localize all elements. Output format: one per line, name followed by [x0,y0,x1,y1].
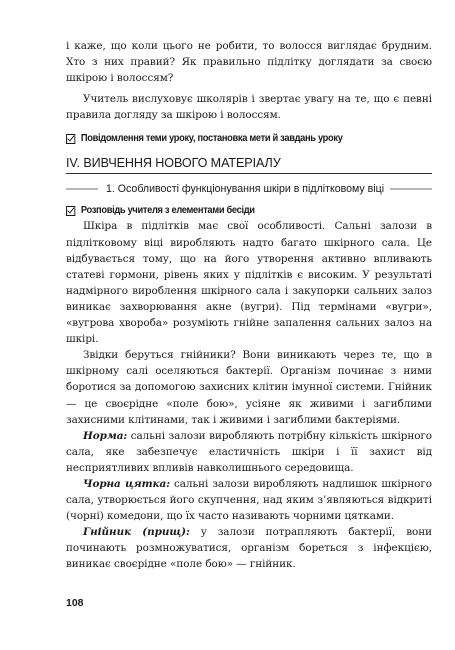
divider-left [66,188,98,190]
definition-term: Чорна цятка: [83,477,170,490]
stage-heading-text: Повідомлення теми уроку, постановка мети й завдань уроку [80,133,343,145]
definition-normal [66,428,432,476]
page-number: 108 [66,597,84,609]
paragraph-intro: і каже, що коли цього не робити, то волосся виглядає брудним. Хто з них правий? Як правильно підлітку доглядати за своєю шкірою і волоссям? [66,40,432,85]
definition-term: Норма: [83,429,128,442]
definition-term: Гнійник (прищ): [83,526,190,539]
paragraph-pimples-origin: Звідки беруться гнійники? Вони виникають через те, що в шкірному салі оселяються бактерії. Організм починає з ними боротися за допомогою захисних клітин імунної системи. Гнійник — це своєрідне «поле бою», усіяне як живими і загиблими захисними клітинами, так і живими і загиблими бактеріями. [66,349,432,426]
definition-text: сальні залози виробляють потрібну кількість шкірного сала, яке забезпечує еластичність шкіри і її захист від несприятливих впливів навколишнього середовища. [66,429,432,474]
divider-right [390,188,432,190]
checkbox-icon [66,206,75,216]
definition-blackhead [66,476,432,524]
activity-heading [66,204,406,218]
stage-heading [66,132,406,146]
paragraph-teacher-listens: Учитель вислуховує школярів і звертає увагу на те, що є певні правила догляду за шкірою і волоссям. [66,93,432,122]
subsection-heading-text: 1. Особливості функціонування шкіри в підлітковому віці [106,183,385,196]
definition-pimple [66,524,432,572]
paragraph-skin-features: Шкіра в підлітків має свої особливості. Сальні залози в підлітковому віці виробляють надто багато шкірного сала. Це відбувається тому, що на його утворення активно впливають статеві гормони, рівень яких у підлітків є високим. У результаті надмірного вироблення шкірного сала і закупорки сальних залоз виникає захворювання акне (вугри). Під термінами «вугри», «вугрова хвороба» розуміють гнійне запалення сальних залоз на шкірі. [66,220,432,346]
page-content [66,38,432,573]
activity-heading-text: Розповідь учителя з елементами бесіди [80,205,255,217]
checkbox-icon [66,134,75,144]
definition-text: сальні залози виробляють надлишок шкірного сала, утворюється його скупчення, над яким з’являються відкриті (чорні) комедони, що їх часто називають чорними цятками. [66,477,432,523]
section-heading: IV. ВИВЧЕННЯ НОВОГО МАТЕРІАЛУ [66,156,432,174]
subsection-heading [66,183,432,195]
definition-text: у залози потрапляють бактерії, вони починають розмножуватися, організм бореться з інфекцією, виникає своєрідне «поле бою» — гнійник. [66,526,432,571]
